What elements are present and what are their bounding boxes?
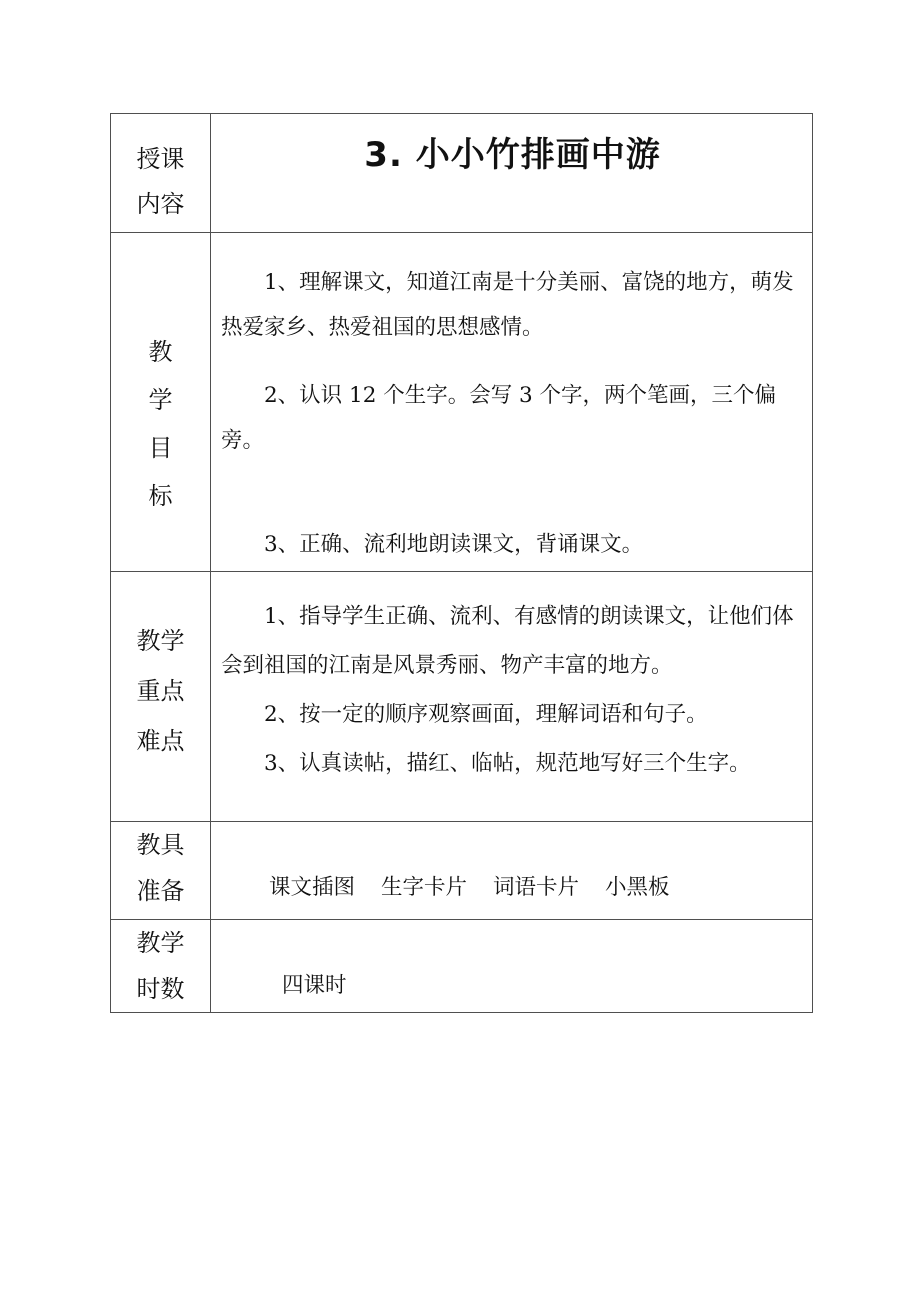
label-line: 内容 xyxy=(136,190,185,218)
content-cell-teaching-goals xyxy=(211,233,813,572)
table-row-teaching-aids xyxy=(111,822,813,920)
teaching-aid-item: 课文插图 xyxy=(269,875,356,900)
lesson-title: 3. 小小竹排画中游 xyxy=(364,135,661,175)
label-line: 教学 xyxy=(136,929,185,957)
teaching-aids-list xyxy=(221,875,804,901)
label-line: 重点 xyxy=(136,677,185,705)
label-line: 时数 xyxy=(136,975,185,1003)
label-line: 教 xyxy=(148,338,173,366)
goal-paragraph-2: 2、认识 12 个生字。会写 3 个字，两个笔画，三个偏旁。 xyxy=(221,383,777,453)
key-point-paragraph-2: 2、按一定的顺序观察画面，理解词语和句子。 xyxy=(264,702,708,727)
content-cell-lesson-title xyxy=(211,114,813,233)
teaching-aid-item: 小黑板 xyxy=(605,875,670,900)
content-cell-teaching-aids xyxy=(211,822,813,920)
label-cell-teaching-goals xyxy=(111,233,211,572)
key-point-paragraph-1: 1、指导学生正确、流利、有感情的朗读课文，让他们体会到祖国的江南是风景秀丽、物产丰富的地方。 xyxy=(221,604,794,678)
label-line: 教学 xyxy=(136,627,185,655)
teaching-aid-item: 生字卡片 xyxy=(381,875,468,900)
class-hours-value: 四课时 xyxy=(282,973,347,998)
label-line: 授课 xyxy=(136,145,185,173)
goal-paragraph-3: 3、正确、流利地朗读课文，背诵课文。 xyxy=(264,532,644,557)
goal-paragraph-1: 1、理解课文，知道江南是十分美丽、富饶的地方，萌发热爱家乡、热爱祖国的思想感情。 xyxy=(221,270,794,340)
label-line: 准备 xyxy=(136,877,185,905)
teaching-aid-item: 词语卡片 xyxy=(493,875,580,900)
label-cell-class-hours xyxy=(111,920,211,1013)
table-row-key-points xyxy=(111,572,813,822)
label-line: 教具 xyxy=(136,831,185,859)
table-row-lesson-content xyxy=(111,114,813,233)
table-row-teaching-goals xyxy=(111,233,813,572)
label-cell-lesson-content xyxy=(111,114,211,233)
table-row-class-hours xyxy=(111,920,813,1013)
label-cell-key-points xyxy=(111,572,211,822)
lesson-plan-table xyxy=(110,113,813,1013)
content-cell-key-points xyxy=(211,572,813,822)
key-point-paragraph-3: 3、认真读帖，描红、临帖，规范地写好三个生字。 xyxy=(264,751,751,776)
label-line: 学 xyxy=(148,386,173,414)
label-line: 目 xyxy=(148,434,173,462)
label-cell-teaching-aids xyxy=(111,822,211,920)
label-line: 难点 xyxy=(136,727,185,755)
label-line: 标 xyxy=(148,482,173,510)
content-cell-class-hours xyxy=(211,920,813,1013)
